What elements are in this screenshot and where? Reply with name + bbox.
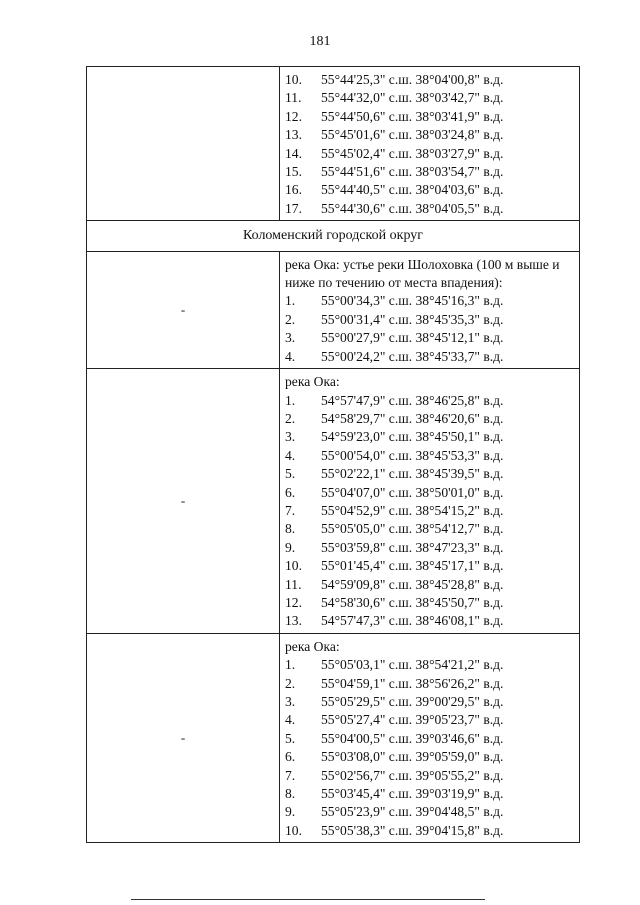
coord-value: 55°04'07,0" с.ш. 38°50'01,0" в.д. [321,484,504,500]
region-title: Коломенский городской округ [87,221,580,251]
coord-number: 2. [285,675,296,691]
table-row [87,369,580,634]
coord-item [285,163,575,181]
region-row [87,221,580,251]
coord-number: 6. [285,749,296,765]
coord-number: 1. [285,657,296,673]
table-row [87,67,580,221]
coord-item [285,465,575,483]
coord-number: 13. [285,127,302,143]
coord-number: 7. [285,502,296,518]
coord-item [285,108,575,126]
coord-number: 10. [285,558,302,574]
coords-cell [280,633,580,842]
coord-number: 8. [285,786,296,802]
coord-item [285,311,575,329]
coord-number: 10. [285,822,302,838]
coord-item [285,557,575,575]
coord-number: 1. [285,392,296,408]
page-number: 181 [309,34,331,49]
coord-item [285,200,575,218]
coord-number: 1. [285,293,296,309]
coord-value: 55°05'23,9" с.ш. 39°04'48,5" в.д. [321,804,504,820]
left-cell [87,369,280,634]
coord-item [285,675,575,693]
coord-value: 55°00'31,4" с.ш. 38°45'35,3" в.д. [321,311,504,327]
coord-item [285,748,575,766]
coord-item [285,656,575,674]
coord-value: 55°44'32,0" с.ш. 38°03'42,7" в.д. [321,90,504,106]
coord-number: 12. [285,594,302,610]
coord-number: 2. [285,410,296,426]
coord-number: 12. [285,108,302,124]
coord-number: 13. [285,613,302,629]
left-cell [87,251,280,368]
coord-value: 55°05'29,5" с.ш. 39°00'29,5" в.д. [321,694,504,709]
coord-value: 55°45'02,4" с.ш. 38°03'27,9" в.д. [321,145,504,161]
coordinates-table [86,66,580,843]
coord-number: 6. [285,484,296,500]
coord-value: 55°03'59,8" с.ш. 38°47'23,3" в.д. [321,539,504,555]
coord-item [285,767,575,785]
section-intro: река Ока: [285,374,340,390]
coords-cell [280,251,580,368]
coord-value: 55°44'50,6" с.ш. 38°03'41,9" в.д. [321,108,504,124]
coord-item [285,392,575,410]
coord-value: 54°59'09,8" с.ш. 38°45'28,8" в.д. [321,576,504,592]
coord-number: 5. [285,466,296,482]
coord-value: 54°57'47,9" с.ш. 38°46'25,8" в.д. [321,392,504,408]
coord-value: 55°03'08,0" с.ш. 39°05'59,0" в.д. [321,749,504,765]
coord-value: 55°44'51,6" с.ш. 38°03'54,7" в.д. [321,164,504,180]
coord-number: 4. [285,447,296,463]
coord-number: 4. [285,712,296,728]
coord-number: 16. [285,182,302,198]
left-cell-text: - [180,729,186,745]
left-cell [87,67,280,221]
coord-value: 55°00'54,0" с.ш. 38°45'53,3" в.д. [321,447,504,463]
coord-item [285,612,575,630]
left-cell [87,633,280,842]
coord-value: 54°59'23,0" с.ш. 38°45'50,1" в.д. [321,429,504,445]
coord-number: 8. [285,521,296,537]
coord-item [285,693,575,711]
coord-item [285,89,575,107]
coord-item [285,711,575,729]
coord-value: 54°58'30,6" с.ш. 38°45'50,7" в.д. [321,594,504,610]
coord-value: 55°04'00,5" с.ш. 39°03'46,6" в.д. [321,730,504,746]
coord-value: 55°03'45,4" с.ш. 39°03'19,9" в.д. [321,786,504,802]
coord-number: 11. [285,90,302,106]
coord-value: 55°44'40,5" с.ш. 38°04'03,6" в.д. [321,182,504,198]
coords-list [285,392,575,631]
coord-item [285,502,575,520]
coord-item [285,520,575,538]
coord-value: 55°00'34,3" с.ш. 38°45'16,3" в.д. [321,293,504,309]
coord-value: 55°05'03,1" с.ш. 38°54'21,2" в.д. [321,657,504,673]
coord-item [285,71,575,89]
coord-number: 4. [285,348,296,364]
coord-item [285,428,575,446]
coord-item [285,594,575,612]
coord-value: 54°57'47,3" с.ш. 38°46'08,1" в.д. [321,613,504,629]
coord-number: 9. [285,539,296,555]
coord-number: 2. [285,311,296,327]
coord-number: 15. [285,164,302,180]
coord-item [285,785,575,803]
coord-value: 55°05'27,4" с.ш. 39°05'23,7" в.д. [321,712,504,728]
coord-number: 5. [285,730,296,746]
coords-cell [280,67,580,221]
coord-item [285,181,575,199]
coord-value: 55°04'52,9" с.ш. 38°54'15,2" в.д. [321,502,504,518]
coord-item [285,145,575,163]
section-intro: река Ока: устье реки Шолоховка (100 м выше и ниже по течению от места впадения): [285,256,560,291]
left-cell-text: - [180,301,186,317]
coord-item [285,126,575,144]
coord-value: 55°01'45,4" с.ш. 38°45'17,1" в.д. [321,558,504,574]
coords-list [285,71,575,218]
coord-value: 55°05'38,3" с.ш. 39°04'15,8" в.д. [321,822,504,838]
coord-number: 3. [285,694,296,709]
coord-item [285,803,575,821]
coord-number: 3. [285,330,296,346]
coord-value: 55°45'01,6" с.ш. 38°03'24,8" в.д. [321,127,504,143]
coord-number: 17. [285,200,302,216]
coord-item [285,410,575,428]
coord-value: 55°00'27,9" с.ш. 38°45'12,1" в.д. [321,330,504,346]
coord-number: 10. [285,72,302,87]
coords-list [285,656,575,840]
table-row [87,251,580,368]
coords-cell [280,369,580,634]
coord-value: 55°04'59,1" с.ш. 38°56'26,2" в.д. [321,675,504,691]
coord-value: 55°02'22,1" с.ш. 38°45'39,5" в.д. [321,466,504,482]
coord-number: 11. [285,576,302,592]
section-intro: река Ока: [285,638,340,654]
left-cell-text: - [180,492,186,508]
coord-value: 55°44'25,3" с.ш. 38°04'00,8" в.д. [321,72,504,87]
coord-number: 7. [285,767,296,783]
coord-number: 3. [285,429,296,445]
coord-value: 55°05'05,0" с.ш. 38°54'12,7" в.д. [321,521,504,537]
table-row [87,633,580,842]
coord-value: 54°58'29,7" с.ш. 38°46'20,6" в.д. [321,410,504,426]
coord-item [285,539,575,557]
coord-value: 55°02'56,7" с.ш. 39°05'55,2" в.д. [321,767,504,783]
coord-number: 14. [285,145,302,161]
coord-value: 55°00'24,2" с.ш. 38°45'33,7" в.д. [321,348,504,364]
coord-item [285,822,575,840]
coord-item [285,348,575,366]
coord-item [285,576,575,594]
coords-list [285,292,575,366]
coord-item [285,329,575,347]
coord-item [285,447,575,465]
coord-item [285,484,575,502]
scan-edge-line [131,899,485,900]
coord-value: 55°44'30,6" с.ш. 38°04'05,5" в.д. [321,200,504,216]
coord-item [285,730,575,748]
coord-item [285,292,575,310]
coord-number: 9. [285,804,296,820]
